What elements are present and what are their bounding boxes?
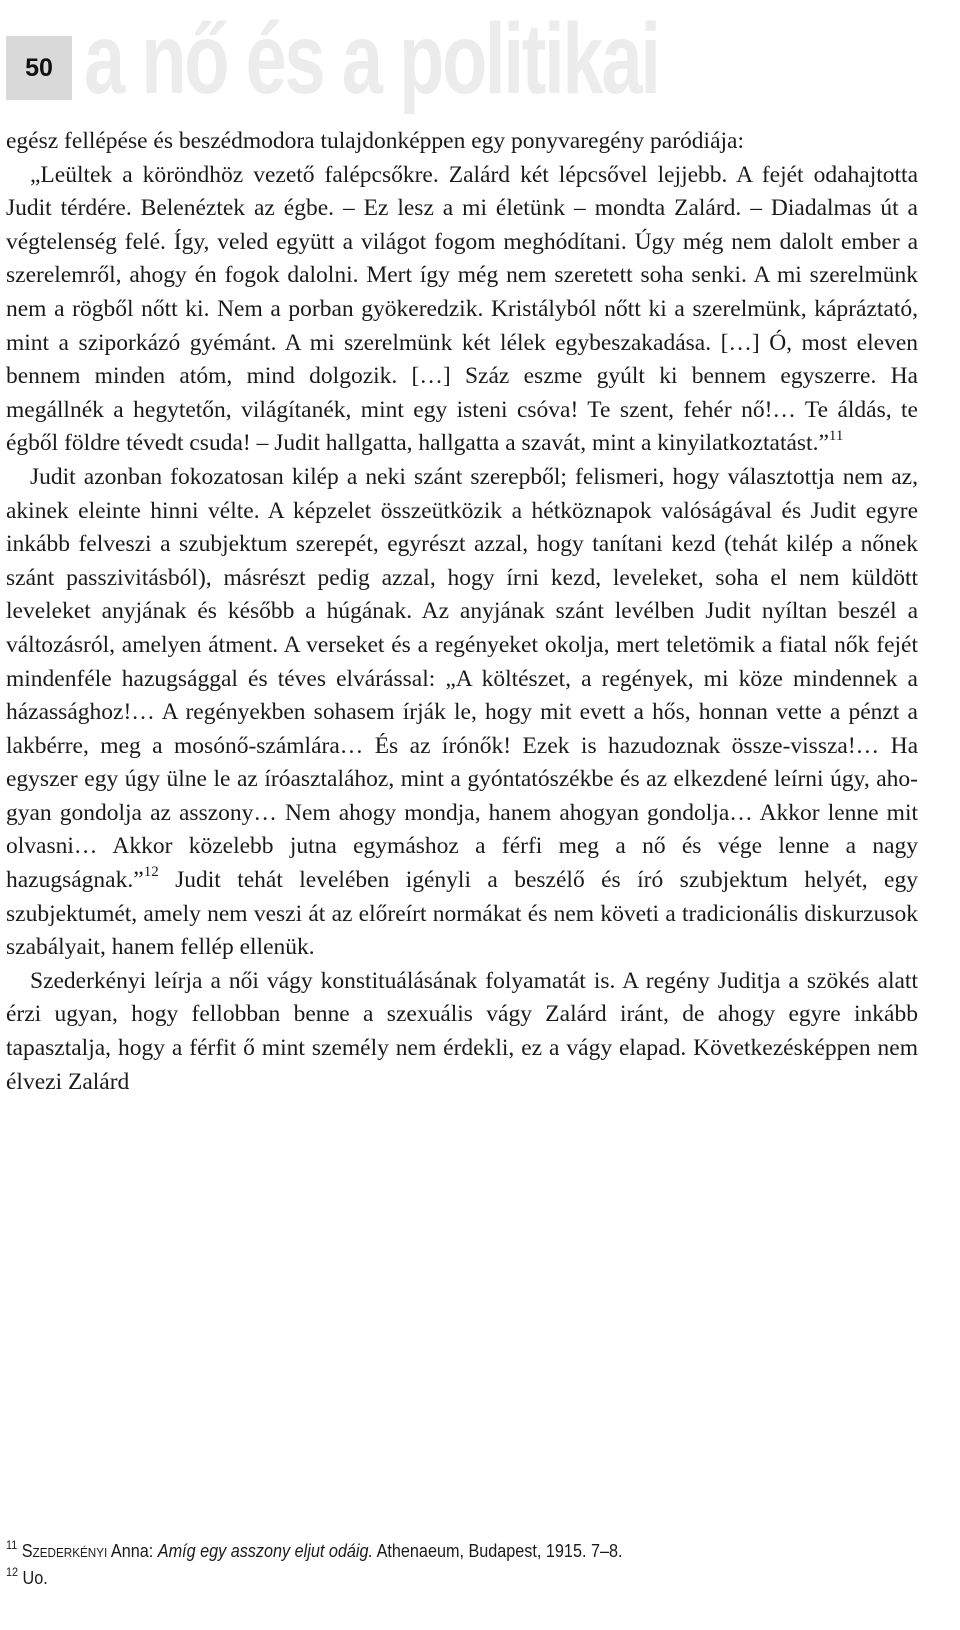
footnote-ref-12: 12 bbox=[143, 864, 159, 881]
paragraph-1: egész fellépése és beszédmodora tulajdonképpen egy ponyvaregény paródiája: bbox=[6, 128, 744, 154]
running-title: a nő és a politikai bbox=[84, 3, 659, 115]
footnote-author-first: Anna: bbox=[107, 1541, 158, 1561]
page-number: 50 bbox=[6, 36, 72, 100]
paragraph-4: Szederkényi leírja a női vágy konstituálásának folyamatát is. A regény Juditja a szökés alatt érzi ugyan, hogy fellobban benne a szexuális vágy Zalárd iránt, de ahogy egyre inkább tapasztalja, hogy a férfit ő mint személy nem érdekli, ez a vágy elapad. Következésképpen nem élvezi Zalárd bbox=[6, 967, 918, 1095]
body-text bbox=[6, 125, 918, 1099]
footnote-number: 12 bbox=[6, 1565, 19, 1579]
footnote-book-title: Amíg egy asszony eljut odáig. bbox=[157, 1541, 373, 1561]
footnotes bbox=[6, 1538, 827, 1592]
footnote-12 bbox=[6, 1565, 827, 1592]
paragraph-3 bbox=[6, 461, 918, 965]
quote-text: „Leültek a köröndhöz vezető falépcsőkre. Zalárd két lépcsővel lejjebb. A fejét odahajtotta Judit térdére. Belenéztek az égbe. – Ez lesz a mi életünk – mondta Zalárd. – Diadalmas út a végtelenség felé. Így, veled együtt a világot fogom meghódítani. Úgy még nem dalolt ember a szerelemről, ahogy én fogok dalolni. Mert így még nem szeretett soha senki. A mi szerelmünk nem a rögből nőtt ki. Nem a porban gyökeredzik. Kristályból nőtt ki a szerelmünk, kápráztató, mint a sziporkázó gyémánt. A mi szerelmünk két lélek egybeszakadása. […] Ó, most eleven bennem minden atóm, mind dolgozik. […] Száz eszme gyúlt ki bennem egyszerre. Ha megállnék a hegytetőn, világítanék, mint egy isteni csóva! Te szent, fehér nő!… Te áldás, te égből földre tévedt csuda! – Judit hallgatta, hallgatta a szavát, mint a kinyilatkoztatást.” bbox=[6, 161, 918, 457]
footnote-publication: Athenaeum, Budapest, 1915. 7–8. bbox=[372, 1541, 623, 1561]
footnote-11 bbox=[6, 1538, 827, 1565]
footnote-ref-11: 11 bbox=[828, 427, 844, 444]
paragraph-3-part-a: Judit azonban fokozatosan kilép a neki szánt szerepből; felismeri, hogy választottja nem az, akinek eleinte hinni vélte. A képzelet összeütközik a hétköznapok valóságával és Judit egyre inkább felveszi a szubjektum szerepét, egyrészt azzal, hogy tanítani kezd (tehát kilép a nőnek szánt passzivitásból), másrészt pedig azzal, hogy írni kezd, leveleket, soha el nem küldött leveleket anyjának és később a húgának. Az anyjának szánt levélben Judit nyíltan beszél a változásról, amelyen átment. A verseket és a regényeket okolja, mert teletömik a fiatal nők fejét mindenféle hazugsággal és téves elvárással: „A költészet, a regények, mi köze mindennek a házassághoz!… A regényekben sohasem írják le, hogy mit evett a hős, honnan vette a pénzt a lakbérre, meg a mosónő-számlára… És az írónők! Ezek is hazudoznak össze-vissza!… Ha egyszer egy úgy ülne le az íróasztalához, mint a gyóntatószékbe és az elkezdené leírni úgy, ahogyan gondolja az asszony… Nem ahogy mondja, hanem ahogyan gondolja… Akkor lenne mit olvasni… Akkor közelebb jutna egymáshoz a férfi meg a nő és vége lenne a nagy hazugságnak.” bbox=[6, 463, 918, 894]
footnote-text: Uo. bbox=[18, 1568, 48, 1588]
paragraph-3-part-b: Judit tehát levelében igényli a beszélő és író szubjektum helyét, egy szubjektumét, amely nem veszi át az előreírt normákat és nem követi a tradicionális diskurzusok szabályait, hanem fellép ellenük. bbox=[6, 867, 918, 961]
page-header bbox=[0, 0, 960, 120]
footnote-author: Szederkényi bbox=[21, 1541, 108, 1561]
quote-paragraph bbox=[6, 159, 918, 461]
footnote-number: 11 bbox=[6, 1538, 18, 1552]
